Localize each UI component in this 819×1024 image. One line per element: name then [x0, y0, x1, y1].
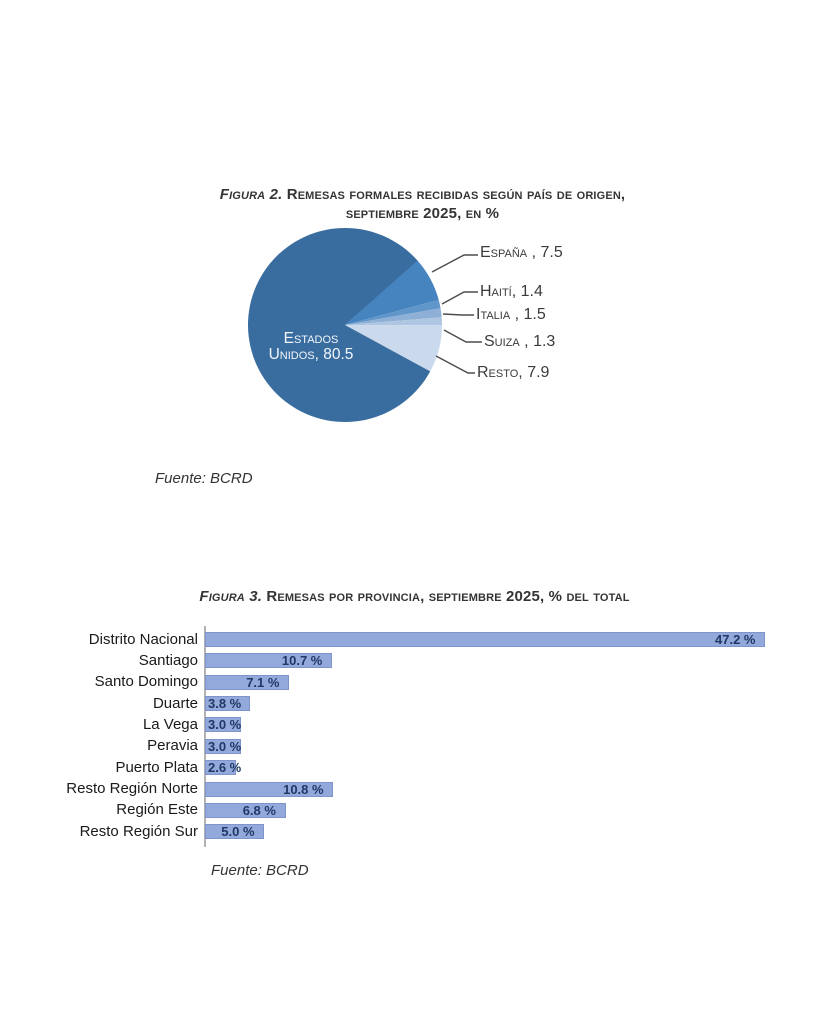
pie-leader-line-espana	[432, 255, 478, 272]
figura3-title-prefix: Figura 3.	[199, 588, 263, 605]
pie-inner-label-line1: Estados	[283, 330, 339, 347]
pie-leader-line-resto	[436, 356, 475, 373]
pie-callout-italia: Italia , 1.5	[476, 306, 546, 323]
bar-category-label: Resto Región Norte	[66, 780, 198, 798]
figura3-source: Fuente: BCRD	[211, 862, 309, 879]
bar-value-label: 2.6 %	[208, 760, 242, 776]
bar-category-label: Duarte	[152, 694, 198, 712]
pie-leader-line-suiza	[444, 330, 482, 342]
pie-callout-suiza: Suiza , 1.3	[484, 333, 556, 350]
pie-chart	[0, 225, 819, 435]
figura2-title-line2: septiembre 2025, en %	[345, 205, 500, 222]
bar-value-label: 10.7 %	[281, 653, 323, 669]
bar-category-label: Distrito Nacional	[88, 630, 198, 648]
bar	[205, 632, 765, 647]
figura2-title-prefix: Figura 2.	[219, 186, 283, 203]
bar-category-label: Santo Domingo	[94, 673, 198, 691]
pie-inner-label-line2: Unidos, 80.5	[268, 346, 354, 363]
bar-category-label: Puerto Plata	[115, 758, 198, 776]
figura2-title	[13, 185, 819, 223]
figura2-source: Fuente: BCRD	[155, 470, 253, 487]
bar-value-label: 5.0 %	[221, 824, 255, 840]
bar-category-label: Peravia	[147, 737, 198, 755]
pie-leader-line-haiti	[442, 292, 478, 304]
bar-value-label: 6.8 %	[242, 802, 276, 818]
bar-value-label: 3.0 %	[208, 738, 242, 754]
bar-value-label: 7.1 %	[246, 674, 280, 690]
pie-callout-espana: España , 7.5	[480, 244, 563, 261]
figura3-title: Figura 3. Remesas por provincia, septiembre 2025, % del total	[199, 588, 630, 605]
pie-leader-line-italia	[443, 314, 474, 315]
bar-value-label: 3.8 %	[208, 696, 242, 712]
bar-category-label: Región Este	[116, 801, 198, 819]
bar-category-label: Resto Región Sur	[79, 822, 198, 840]
pie-callout-haiti: Haití, 1.4	[480, 283, 543, 300]
bar-value-label: 10.8 %	[283, 781, 324, 797]
pie-callout-resto: Resto, 7.9	[477, 364, 550, 381]
bar-category-label: La Vega	[142, 715, 198, 733]
bar-value-label: 47.2 %	[715, 632, 756, 647]
bar-category-label: Santiago	[138, 651, 198, 669]
bar-value-label: 3.0 %	[208, 717, 242, 733]
figura2-title-line1: Figura 2. Remesas formales recibidas según país de origen,	[219, 186, 626, 203]
pie-inner-label-estados-unidos	[231, 331, 391, 363]
